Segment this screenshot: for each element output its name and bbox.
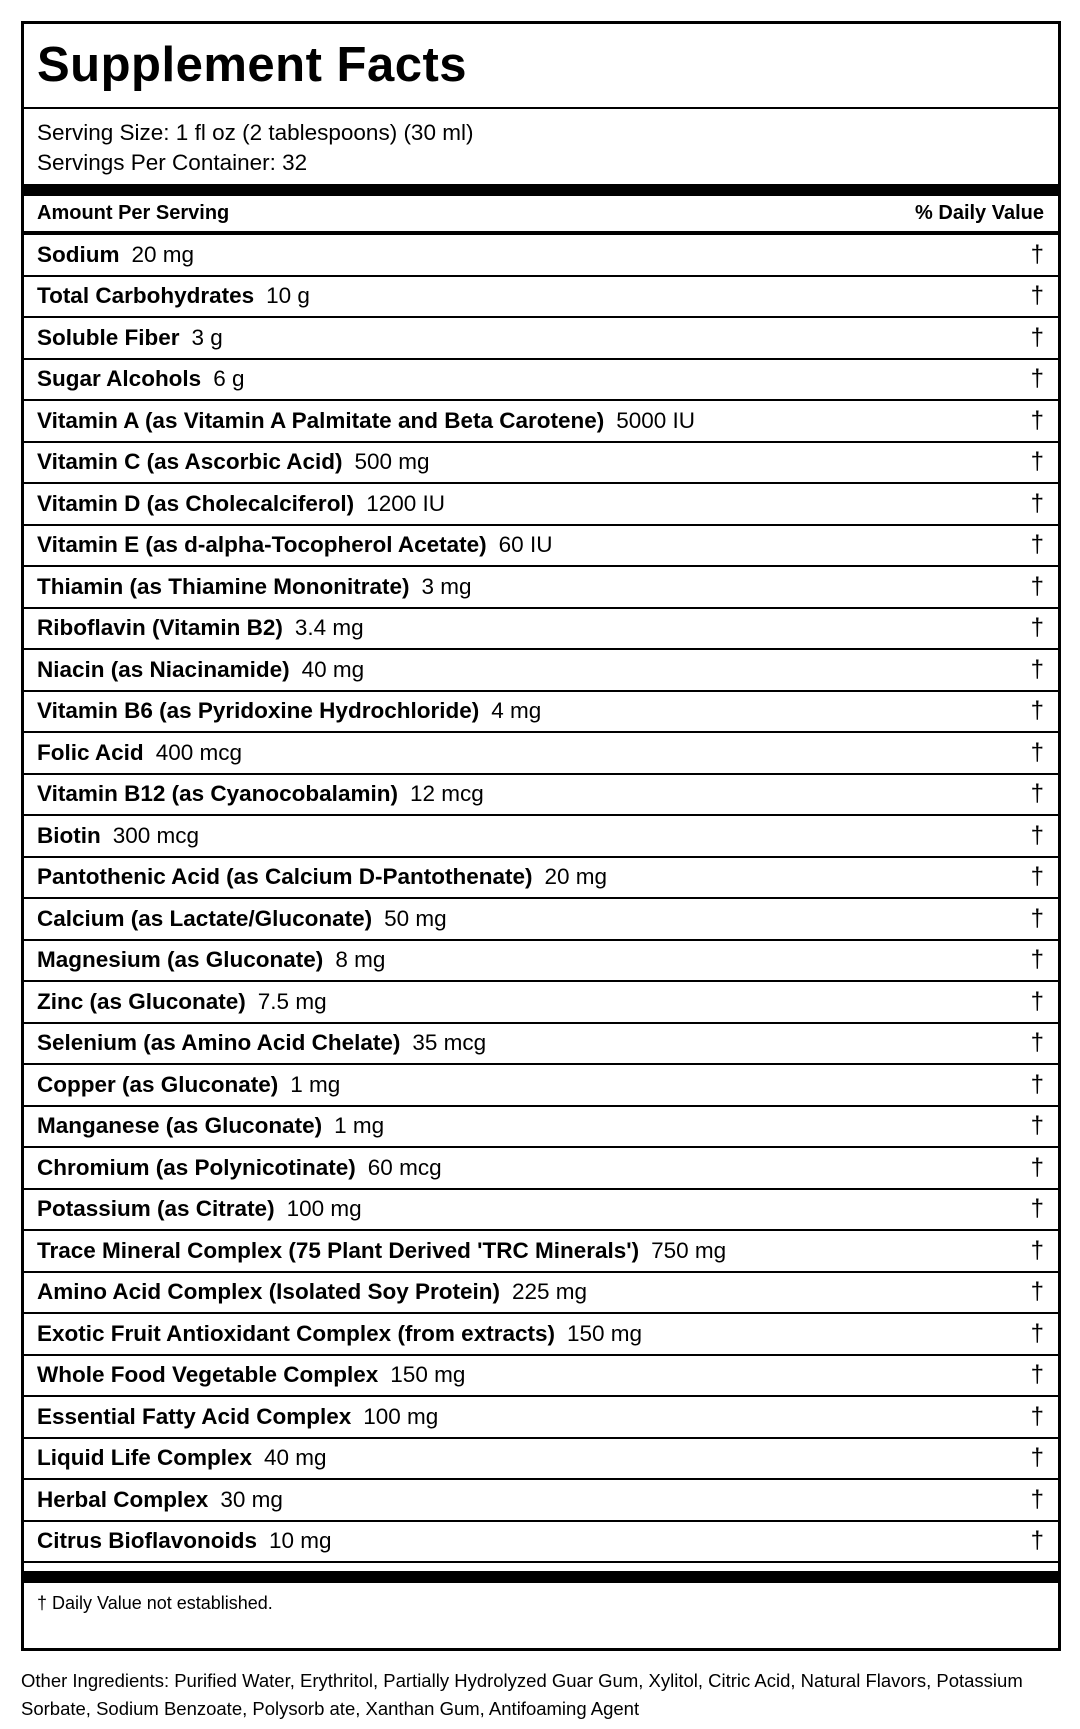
bottom-thick-divider: [24, 1571, 1058, 1583]
column-header: [24, 196, 1058, 231]
nutrient-row: [24, 1273, 1058, 1315]
nutrient-daily-value: †: [1030, 821, 1044, 849]
nutrient-name: Biotin: [37, 822, 101, 848]
nutrient-info: [37, 408, 695, 434]
nutrient-row: [24, 1522, 1058, 1564]
nutrient-amount: 3.4 mg: [294, 615, 364, 641]
nutrient-row: [24, 1397, 1058, 1439]
nutrient-daily-value: †: [1030, 448, 1044, 476]
nutrient-info: [37, 242, 194, 268]
nutrient-info: [37, 1487, 283, 1513]
nutrient-name: Trace Mineral Complex (75 Plant Derived 'TRC Minerals'): [37, 1237, 640, 1263]
nutrient-name: Chromium (as Polynicotinate): [37, 1154, 356, 1180]
nutrient-info: [37, 532, 552, 558]
nutrient-info: [37, 1238, 726, 1264]
nutrient-info: [37, 781, 484, 807]
nutrient-name: Folic Acid: [37, 739, 144, 765]
nutrient-row: [24, 235, 1058, 277]
nutrient-amount: 35 mcg: [412, 1030, 487, 1056]
other-ingredients: Other Ingredients: Purified Water, Erythritol, Partially Hydrolyzed Guar Gum, Xylitol, Citric Acid, Natural Flavors, Potassium Sorbate, Sodium Benzoate, Polysorb ate, Xanthan Gum, Antifoaming Agent: [21, 1670, 1023, 1719]
panel-title: Supplement Facts: [37, 38, 468, 92]
nutrient-amount: 7.5 mg: [257, 988, 327, 1014]
thick-divider: [24, 184, 1058, 196]
nutrient-name: Zinc (as Gluconate): [37, 988, 246, 1014]
nutrient-name: Vitamin A (as Vitamin A Palmitate and Beta Carotene): [37, 407, 605, 433]
nutrient-daily-value: †: [1030, 406, 1044, 434]
nutrient-amount: 3 mg: [421, 573, 472, 599]
nutrient-info: [37, 283, 310, 309]
nutrient-daily-value: †: [1030, 1278, 1044, 1306]
daily-value-label: % Daily Value: [915, 202, 1044, 224]
nutrient-info: [37, 698, 541, 724]
nutrient-daily-value: †: [1030, 1236, 1044, 1264]
nutrient-info: [37, 1404, 438, 1430]
nutrient-daily-value: †: [1030, 738, 1044, 766]
nutrient-name: Herbal Complex: [37, 1486, 209, 1512]
nutrient-info: [37, 1445, 327, 1471]
nutrient-row: [24, 567, 1058, 609]
nutrient-info: [37, 740, 242, 766]
nutrient-name: Vitamin B12 (as Cyanocobalamin): [37, 781, 398, 807]
nutrient-amount: 6 g: [213, 366, 245, 392]
nutrient-info: [37, 1279, 587, 1305]
nutrient-info: [37, 864, 607, 890]
nutrient-daily-value: †: [1030, 614, 1044, 642]
nutrient-name: Sugar Alcohols: [37, 366, 202, 392]
nutrient-amount: 4 mg: [491, 698, 542, 724]
nutrient-info: [37, 823, 199, 849]
nutrient-amount: 40 mg: [264, 1445, 327, 1471]
nutrient-row: [24, 1024, 1058, 1066]
nutrient-daily-value: †: [1030, 240, 1044, 268]
nutrient-name: Riboflavin (Vitamin B2): [37, 615, 283, 641]
nutrient-name: Exotic Fruit Antioxidant Complex (from extracts): [37, 1320, 555, 1346]
nutrient-name: Vitamin E (as d-alpha-Tocopherol Acetate): [37, 532, 487, 558]
nutrient-amount: 150 mg: [566, 1320, 643, 1346]
nutrient-daily-value: †: [1030, 323, 1044, 351]
nutrient-info: [37, 615, 364, 641]
nutrient-row: [24, 816, 1058, 858]
nutrient-amount: 20 mg: [544, 864, 608, 890]
nutrient-amount: 60 IU: [498, 532, 553, 558]
nutrient-row: [24, 1065, 1058, 1107]
serving-info: [24, 109, 1058, 184]
nutrient-name: Pantothenic Acid (as Calcium D-Pantothenate): [37, 864, 533, 890]
nutrient-amount: 3 g: [191, 324, 223, 350]
nutrient-amount: 60 mcg: [367, 1154, 442, 1180]
nutrient-daily-value: †: [1030, 780, 1044, 808]
nutrient-info: [37, 947, 385, 973]
nutrient-daily-value: †: [1030, 282, 1044, 310]
nutrient-name: Total Carbohydrates: [37, 283, 255, 309]
nutrient-daily-value: †: [1030, 904, 1044, 932]
servings-per-container: Servings Per Container: 32: [37, 150, 308, 175]
nutrient-row: [24, 443, 1058, 485]
nutrient-daily-value: †: [1030, 1153, 1044, 1181]
nutrient-amount: 10 mg: [269, 1528, 332, 1554]
nutrient-name: Sodium: [37, 241, 120, 267]
nutrient-daily-value: †: [1030, 365, 1044, 393]
nutrient-name: Amino Acid Complex (Isolated Soy Protein): [37, 1279, 500, 1305]
nutrient-amount: 10 g: [266, 283, 310, 309]
nutrient-info: [37, 366, 244, 392]
nutrient-info: [37, 1113, 384, 1139]
nutrient-info: [37, 1196, 362, 1222]
nutrient-row: [24, 609, 1058, 651]
serving-size: Serving Size: 1 fl oz (2 tablespoons) (30 ml): [37, 120, 474, 145]
nutrient-info: [37, 325, 223, 351]
nutrient-amount: 8 mg: [335, 947, 386, 973]
nutrient-name: Niacin (as Niacinamide): [37, 656, 290, 682]
nutrient-amount: 30 mg: [220, 1486, 283, 1512]
nutrient-daily-value: †: [1030, 531, 1044, 559]
nutrient-amount: 20 mg: [131, 241, 195, 267]
nutrient-amount: 1 mg: [334, 1113, 385, 1139]
nutrient-info: [37, 1155, 442, 1181]
nutrient-row: [24, 775, 1058, 817]
supplement-facts-panel: [21, 21, 1061, 1651]
nutrient-daily-value: †: [1030, 1485, 1044, 1513]
nutrient-row: [24, 941, 1058, 983]
nutrient-daily-value: †: [1030, 1527, 1044, 1555]
nutrient-info: [37, 1030, 486, 1056]
nutrient-row: [24, 982, 1058, 1024]
nutrient-name: Magnesium (as Gluconate): [37, 947, 324, 973]
nutrient-row: [24, 360, 1058, 402]
nutrient-info: [37, 1362, 465, 1388]
nutrient-name: Whole Food Vegetable Complex: [37, 1362, 379, 1388]
nutrient-row: [24, 1314, 1058, 1356]
nutrient-daily-value: †: [1030, 1195, 1044, 1223]
amount-per-serving-label: Amount Per Serving: [37, 202, 230, 224]
nutrient-daily-value: †: [1030, 1402, 1044, 1430]
nutrient-amount: 300 mcg: [112, 822, 200, 848]
nutrient-info: [37, 491, 445, 517]
dv-footnote: † Daily Value not established.: [37, 1593, 273, 1613]
nutrient-amount: 225 mg: [511, 1279, 588, 1305]
nutrient-row: [24, 318, 1058, 360]
nutrient-info: [37, 1072, 340, 1098]
nutrient-daily-value: †: [1030, 1319, 1044, 1347]
nutrient-name: Citrus Bioflavonoids: [37, 1528, 258, 1554]
nutrient-daily-value: †: [1030, 697, 1044, 725]
nutrient-row: [24, 1190, 1058, 1232]
nutrient-row: [24, 526, 1058, 568]
nutrient-row: [24, 401, 1058, 443]
nutrient-daily-value: †: [1030, 863, 1044, 891]
nutrient-list: [24, 235, 1058, 1563]
nutrient-name: Thiamin (as Thiamine Mononitrate): [37, 573, 410, 599]
nutrient-name: Soluble Fiber: [37, 324, 180, 350]
nutrient-amount: 1 mg: [290, 1071, 341, 1097]
nutrient-row: [24, 1148, 1058, 1190]
nutrient-amount: 400 mcg: [155, 739, 242, 765]
nutrient-row: [24, 1356, 1058, 1398]
nutrient-row: [24, 858, 1058, 900]
nutrient-name: Copper (as Gluconate): [37, 1071, 279, 1097]
nutrient-row: [24, 692, 1058, 734]
nutrient-name: Vitamin B6 (as Pyridoxine Hydrochloride): [37, 698, 480, 724]
nutrient-daily-value: †: [1030, 1070, 1044, 1098]
nutrient-row: [24, 1107, 1058, 1149]
nutrient-row: [24, 1439, 1058, 1481]
nutrient-amount: 1200 IU: [366, 490, 445, 516]
nutrient-name: Vitamin D (as Cholecalciferol): [37, 490, 355, 516]
nutrient-name: Calcium (as Lactate/Gluconate): [37, 905, 373, 931]
nutrient-row: [24, 733, 1058, 775]
nutrient-daily-value: †: [1030, 1112, 1044, 1140]
nutrient-name: Manganese (as Gluconate): [37, 1113, 323, 1139]
nutrient-row: [24, 1480, 1058, 1522]
nutrient-daily-value: †: [1030, 946, 1044, 974]
nutrient-info: [37, 574, 472, 600]
nutrient-info: [37, 989, 327, 1015]
nutrient-info: [37, 1528, 332, 1554]
nutrient-amount: 750 mg: [651, 1237, 727, 1263]
nutrient-amount: 500 mg: [354, 449, 430, 475]
nutrient-daily-value: †: [1030, 1444, 1044, 1472]
nutrient-amount: 100 mg: [286, 1196, 362, 1222]
nutrient-row: [24, 650, 1058, 692]
nutrient-amount: 12 mcg: [409, 781, 484, 807]
nutrient-daily-value: †: [1030, 1361, 1044, 1389]
nutrient-info: [37, 449, 430, 475]
nutrient-daily-value: †: [1030, 489, 1044, 517]
nutrient-name: Selenium (as Amino Acid Chelate): [37, 1030, 401, 1056]
nutrient-amount: 100 mg: [363, 1403, 439, 1429]
nutrient-info: [37, 906, 447, 932]
nutrient-daily-value: †: [1030, 655, 1044, 683]
nutrient-row: [24, 899, 1058, 941]
nutrient-amount: 40 mg: [301, 656, 365, 682]
nutrient-info: [37, 1321, 642, 1347]
nutrient-daily-value: †: [1030, 987, 1044, 1015]
nutrient-name: Essential Fatty Acid Complex: [37, 1403, 352, 1429]
nutrient-name: Vitamin C (as Ascorbic Acid): [37, 449, 343, 475]
nutrient-name: Liquid Life Complex: [37, 1445, 253, 1471]
nutrient-row: [24, 277, 1058, 319]
nutrient-row: [24, 1231, 1058, 1273]
nutrient-daily-value: †: [1030, 1029, 1044, 1057]
nutrient-name: Potassium (as Citrate): [37, 1196, 275, 1222]
nutrient-amount: 50 mg: [384, 905, 447, 931]
nutrient-amount: 5000 IU: [616, 407, 696, 433]
nutrient-info: [37, 657, 364, 683]
nutrient-daily-value: †: [1030, 572, 1044, 600]
nutrient-amount: 150 mg: [390, 1362, 466, 1388]
nutrient-row: [24, 484, 1058, 526]
